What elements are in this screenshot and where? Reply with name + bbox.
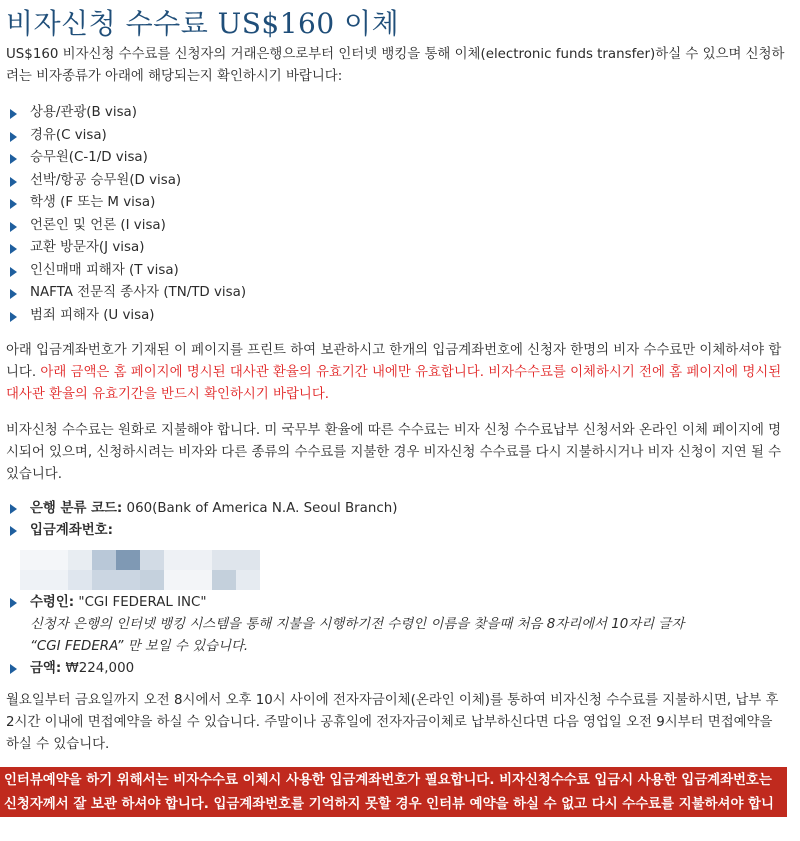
list-item: 교환 방문자(J visa) [8,237,246,260]
redacted-account-number [20,550,260,590]
amount-row [8,658,134,680]
bullet-arrow-icon [10,289,17,299]
intro-paragraph: US$160 비자신청 수수료를 신청자의 거래은행으로부터 인터넷 뱅킹을 통해 이체(electronic funds transfer)하실 수 있으며 신청하려는 비자종류가 아래에 해당되는지 확인하시기 바랍니다: [6,47,785,84]
amount-label: 금액: [30,661,62,676]
bank-code-value: 060(Bank of America N.A. Seoul Branch) [122,501,398,516]
payee-note: 신청자 은행의 인터넷 뱅킹 시스템을 통해 지불을 시행하기전 수령인 이름을 찾을때 처음 8자리에서 10자리 글자 “CGI FEDERA” 만 보일 수 있습니다. [30,617,685,654]
list-item: 범죄 피해자 (U visa) [8,305,246,328]
bullet-arrow-icon [10,154,17,164]
bank-code-label: 은행 분류 코드: [30,501,123,516]
list-item: 언론인 및 언론 (I visa) [8,215,246,238]
bullet-arrow-icon [10,526,17,536]
list-item: 인신매매 피해자 (T visa) [8,260,246,283]
payee-value: "CGI FEDERAL INC" [74,595,207,610]
list-item: 경유(C visa) [8,125,246,148]
currency-notice: 비자신청 수수료는 원화로 지불해야 합니다. 미 국무부 환율에 따른 수수료는 비자 신청 수수료납부 신청서와 온라인 이체 페이지에 명시되어 있으며, 신청하시려는 비자와 다른 종류의 수수료를 지불한 경우 비자신청 수수료를 다시 지불하시거나 비자 신청이 지연 될 수 있습니다. [6,423,782,482]
interview-warning-banner: 인터뷰예약을 하기 위해서는 비자수수료 이체시 사용한 입금계좌번호가 필요합니다. 비자신청수수료 입금시 사용한 입금계좌번호는 신청자께서 잘 보관 하셔야 합니다. 입금계좌번호를 기억하지 못할 경우 인터뷰 예약을 하실 수 없고 다시 수수료를 지불하셔야 합니다 [0,767,787,817]
bank-code-row [8,498,397,520]
list-item: 상용/관광(B visa) [8,102,246,125]
account-number-row [8,520,113,542]
bullet-arrow-icon [10,222,17,232]
bullet-arrow-icon [10,177,17,187]
bullet-arrow-icon [10,132,17,142]
bullet-arrow-icon [10,244,17,254]
print-notice-text: 아래 입금계좌번호가 기재된 이 페이지를 프린트 하여 보관하시고 한개의 입금계좌번호에 신청자 한명의 비자 수수료만 이체하셔야 합니다. [6,343,782,380]
bullet-arrow-icon [10,199,17,209]
account-number-label: 입금계좌번호: [30,523,113,538]
list-item: NAFTA 전문직 종사자 (TN/TD visa) [8,282,246,305]
bullet-arrow-icon [10,312,17,322]
payee-row [8,592,708,658]
bullet-arrow-icon [10,267,17,277]
list-item: 승무원(C-1/D visa) [8,147,246,170]
bullet-arrow-icon [10,109,17,119]
bullet-arrow-icon [10,664,17,674]
list-item: 학생 (F 또는 M visa) [8,192,246,215]
bullet-arrow-icon [10,598,17,608]
timing-notice: 월요일부터 금요일까지 오전 8시에서 오후 10시 사이에 전자자금이체(온라인 이체)를 통하여 비자신청 수수료를 지불하시면, 납부 후 2시간 이내에 면접예약을 하실 수 있습니다. 주말이나 공휴일에 전자자금이체로 납부하신다면 다음 영업일 오전 9시부터 면접예약을 하실 수 있습니다. [6,693,779,752]
print-notice [6,340,786,406]
payee-label: 수령인: [30,595,75,610]
rate-validity-warning: 아래 금액은 홈 페이지에 명시된 대사관 환율의 유효기간 내에만 유효합니다. 비자수수료를 이체하시기 전에 홈 페이지에 명시된 대사관 환율의 유효기간을 반드시 확인하시기 바랍니다. [6,365,782,402]
bullet-arrow-icon [10,504,17,514]
page-title: 비자신청 수수료 US$160 이체 [6,7,400,40]
amount-value: ₩224,000 [61,661,135,676]
visa-type-list [8,102,246,327]
list-item: 선박/항공 승무원(D visa) [8,170,246,193]
